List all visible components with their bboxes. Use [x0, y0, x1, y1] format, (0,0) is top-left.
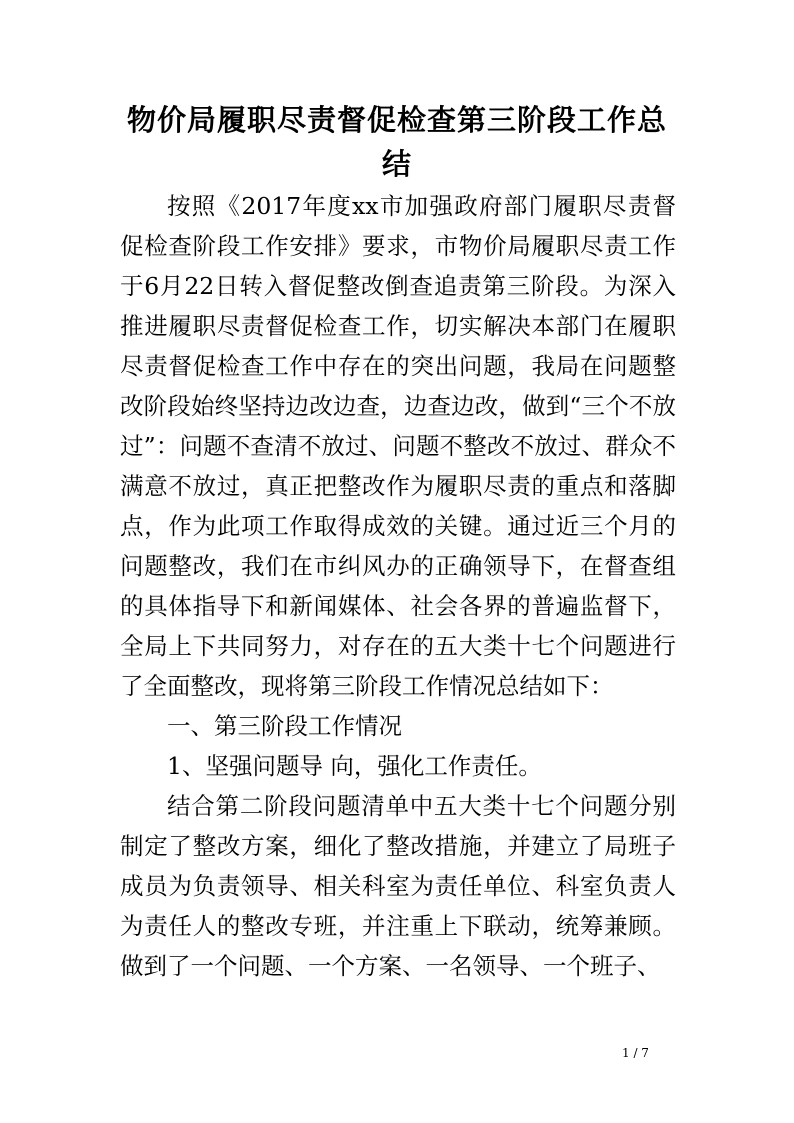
section-heading: 一、第三阶段工作情况	[167, 712, 402, 740]
document-body	[120, 186, 676, 986]
document-title: 物价局履职尽责督促检查第三阶段工作总结	[126, 103, 667, 181]
subsection-heading: 1、坚强问题导 向，强化工作责任。	[167, 752, 542, 780]
page-number: 1 / 7	[622, 1046, 649, 1060]
paragraph-rectification: 结合第二阶段问题清单中五大类十七个问题分别制定了整改方案，细化了整改措施，并建立了局班子成员为负责领导、相关科室为责任单位、科室负责人为责任人的整改专班，并注重上下联动，统筹兼顾。做到了一个问题、一个方案、一名领导、一个班子、	[120, 792, 676, 980]
paragraph-intro: 按照《2017年度xx市加强政府部门履职尽责督促检查阶段工作安排》要求，市物价局履职尽责工作于6月22日转入督促整改倒查追责第三阶段。为深入推进履职尽责督促检查工作，切实解决本部门在履职尽责督促检查工作中存在的突出问题，我局在问题整改阶段始终坚持边改边查，边查边改，做到“三个不放过”：问题不查清不放过、问题不整改不放过、群众不满意不放过，真正把整改作为履职尽责的重点和落脚点，作为此项工作取得成效的关键。通过近三个月的问题整改，我们在市纠风办的正确领导下，在督查组的具体指导下和新闻媒体、社会各界的普遍监督下，全局上下共同努力，对存在的五大类十七个问题进行了全面整改，现将第三阶段工作情况总结如下：	[120, 192, 676, 700]
